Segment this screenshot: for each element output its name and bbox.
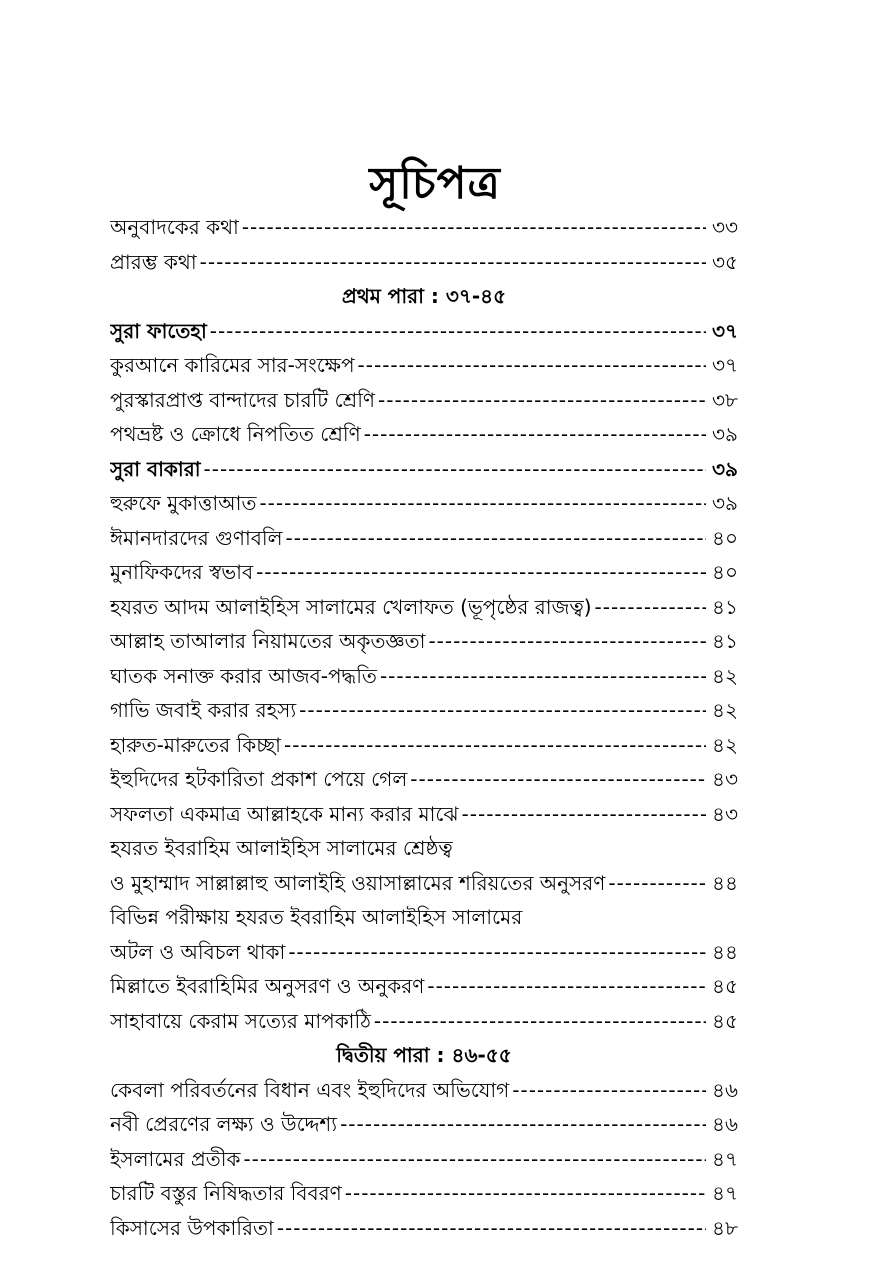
dash-leader: [200, 245, 706, 279]
toc-entry: [110, 1142, 738, 1177]
toc-entry: [110, 1107, 738, 1142]
toc-entry-title: হযরত আদম আলাইহিস সালামের খেলাফত (ভূপৃষ্ঠের রাজত্ব): [110, 590, 595, 624]
toc-entry-title: মিল্লাতে ইবরাহিমির অনুসরণ ও অনুকরণ: [110, 969, 427, 1003]
section-heading: দ্বিতীয় পারা : ৪৬-৫৫: [336, 1043, 512, 1067]
toc-entry-page: ৩৩: [706, 210, 738, 244]
dash-leader: [286, 521, 707, 555]
toc-entry-page: ৪৬: [706, 1073, 738, 1107]
toc-entry-page: ৩৭: [706, 348, 738, 382]
dash-leader: [277, 1211, 706, 1245]
toc-entry-title: কেবলা পরিবর্তনের বিধান এবং ইহুদিদের অভিযোগ: [110, 1073, 512, 1107]
toc-entry: [110, 624, 738, 659]
toc-entry-title: ও মুহাম্মাদ সাল্লাল্লাহু আলাইহি ওয়াসাল্লামের শরিয়তের অনুসরণ: [110, 866, 608, 900]
toc-entry: [110, 693, 738, 728]
toc-entry-page: ৪৭: [706, 1142, 738, 1176]
toc-entry: [110, 1004, 738, 1039]
toc-entry: [110, 900, 738, 935]
toc-entry-page: ৪০: [706, 555, 738, 589]
toc-entry-page: ৪১: [706, 624, 738, 658]
toc-entry-title: চারটি বস্তুর নিষিদ্ধতার বিবরণ: [110, 1176, 345, 1210]
toc-entry-title: পুরস্কারপ্রাপ্ত বান্দাদের চারটি শ্রেণি: [110, 383, 378, 417]
table-of-contents: [110, 210, 738, 1245]
dash-leader: [340, 1107, 706, 1141]
dash-leader: [608, 866, 706, 900]
toc-entry-page: ৪৩: [706, 797, 738, 831]
dash-leader: [512, 1073, 706, 1107]
toc-entry-title: কুরআনে কারিমের সার-সংক্ষেপ: [110, 348, 358, 382]
toc-entry-page: ৪৩: [706, 762, 738, 796]
toc-entry: [110, 1073, 738, 1108]
dash-leader: [595, 590, 707, 624]
toc-entry: [110, 969, 738, 1004]
toc-entry: [110, 1176, 738, 1211]
toc-entry-page: ৪০: [706, 521, 738, 555]
toc-entry-title: পথভ্রষ্ট ও ক্রোধে নিপতিত শ্রেণি: [110, 417, 364, 451]
toc-entry-title: সুরা ফাতেহা: [110, 314, 210, 348]
toc-entry-title: ইহুদিদের হটকারিতা প্রকাশ পেয়ে গেল: [110, 762, 410, 796]
dash-leader: [243, 1142, 706, 1176]
toc-entry-title: সফলতা একমাত্র আল্লাহকে মান্য করার মাঝে: [110, 797, 462, 831]
dash-leader: [204, 452, 707, 486]
toc-entry-title: হারুত-মারুতের কিচ্ছা: [110, 728, 284, 762]
dash-leader: [427, 969, 706, 1003]
toc-entry: [110, 486, 738, 521]
dash-leader: [299, 693, 706, 727]
toc-entry: [110, 348, 738, 383]
toc-entry-title: হযরত ইবরাহিম আলাইহিস সালামের শ্রেষ্ঠত্ব: [110, 836, 453, 860]
toc-entry-page: ৪৭: [706, 1176, 738, 1210]
toc-entry: [110, 417, 738, 452]
toc-entry-title: মুনাফিকদের স্বভাব: [110, 555, 256, 589]
dash-leader: [259, 486, 706, 520]
toc-entry-page: ৩৯: [706, 417, 738, 451]
toc-entry-title: কিসাসের উপকারিতা: [110, 1211, 277, 1245]
toc-entry: [110, 797, 738, 832]
toc-entry-page: ৪৫: [706, 1004, 738, 1038]
toc-entry: [110, 245, 738, 280]
dash-leader: [410, 762, 706, 796]
toc-entry-page: ৩৭: [706, 314, 738, 348]
toc-entry-page: ৩৮: [706, 383, 738, 417]
toc-entry: [110, 866, 738, 901]
toc-entry-page: ৩৯: [706, 486, 738, 520]
toc-entry-page: ৪১: [706, 590, 738, 624]
dash-leader: [364, 417, 706, 451]
dash-leader: [256, 555, 706, 589]
toc-entry-title: ঈমানদারদের গুণাবলি: [110, 521, 286, 555]
toc-entry-page: ৪২: [706, 728, 738, 762]
toc-entry-page: ৩৯: [706, 452, 738, 486]
dash-leader: [284, 728, 706, 762]
toc-entry: [110, 1211, 738, 1246]
dash-leader: [380, 659, 706, 693]
dash-leader: [462, 797, 706, 831]
toc-entry-page: ৪৮: [706, 1211, 738, 1245]
toc-entry-page: ৪২: [706, 693, 738, 727]
toc-entry-title: বিভিন্ন পরীক্ষায় হযরত ইবরাহিম আলাইহিস সালামের: [110, 905, 523, 929]
toc-entry: [110, 555, 738, 590]
dash-leader: [358, 348, 706, 382]
toc-entry-title: সাহাবায়ে কেরাম সত্যের মাপকাঠি: [110, 1004, 374, 1038]
section-heading: প্রথম পারা : ৩৭-৪৫: [341, 284, 507, 308]
dash-leader: [428, 624, 706, 658]
toc-entry-title: গাভি জবাই করার রহস্য: [110, 693, 299, 727]
toc-entry-page: ৪২: [706, 659, 738, 693]
toc-entry-page: ৪৪: [706, 866, 738, 900]
dash-leader: [378, 383, 706, 417]
toc-entry: [110, 935, 738, 970]
dash-leader: [374, 1004, 706, 1038]
toc-entry: [110, 590, 738, 625]
toc-entry-title: নবী প্রেরণের লক্ষ্য ও উদ্দেশ্য: [110, 1107, 340, 1141]
toc-entry: [110, 314, 738, 349]
toc-entry: [110, 383, 738, 418]
toc-entry-page: ৪৬: [706, 1107, 738, 1141]
toc-entry: [110, 210, 738, 245]
toc-entry: [110, 659, 738, 694]
page-title: সূচিপত্র: [369, 158, 501, 209]
toc-entry-page: ৩৫: [706, 245, 738, 279]
dash-leader: [288, 935, 706, 969]
toc-entry: [110, 762, 738, 797]
toc-entry: [110, 728, 738, 763]
toc-entry-title: প্রারম্ভ কথা: [110, 245, 200, 279]
toc-entry-title: আল্লাহ তাআলার নিয়ামতের অকৃতজ্ঞতা: [110, 624, 428, 658]
toc-entry: [110, 452, 738, 487]
toc-entry-title: হুরুফে মুকাত্তাআত: [110, 486, 259, 520]
toc-entry-title: অটল ও অবিচল থাকা: [110, 935, 288, 969]
toc-entry-page: ৪৫: [706, 969, 738, 1003]
dash-leader: [210, 314, 706, 348]
toc-entry: [110, 521, 738, 556]
toc-entry: [110, 831, 738, 866]
toc-entry-title: অনুবাদকের কথা: [110, 210, 242, 244]
dash-leader: [345, 1176, 706, 1210]
dash-leader: [242, 210, 706, 244]
toc-entry-page: ৪৪: [706, 935, 738, 969]
toc-entry-title: ঘাতক সনাক্ত করার আজব-পদ্ধতি: [110, 659, 380, 693]
toc-entry-title: ইসলামের প্রতীক: [110, 1142, 243, 1176]
toc-entry-title: সুরা বাকারা: [110, 452, 204, 486]
